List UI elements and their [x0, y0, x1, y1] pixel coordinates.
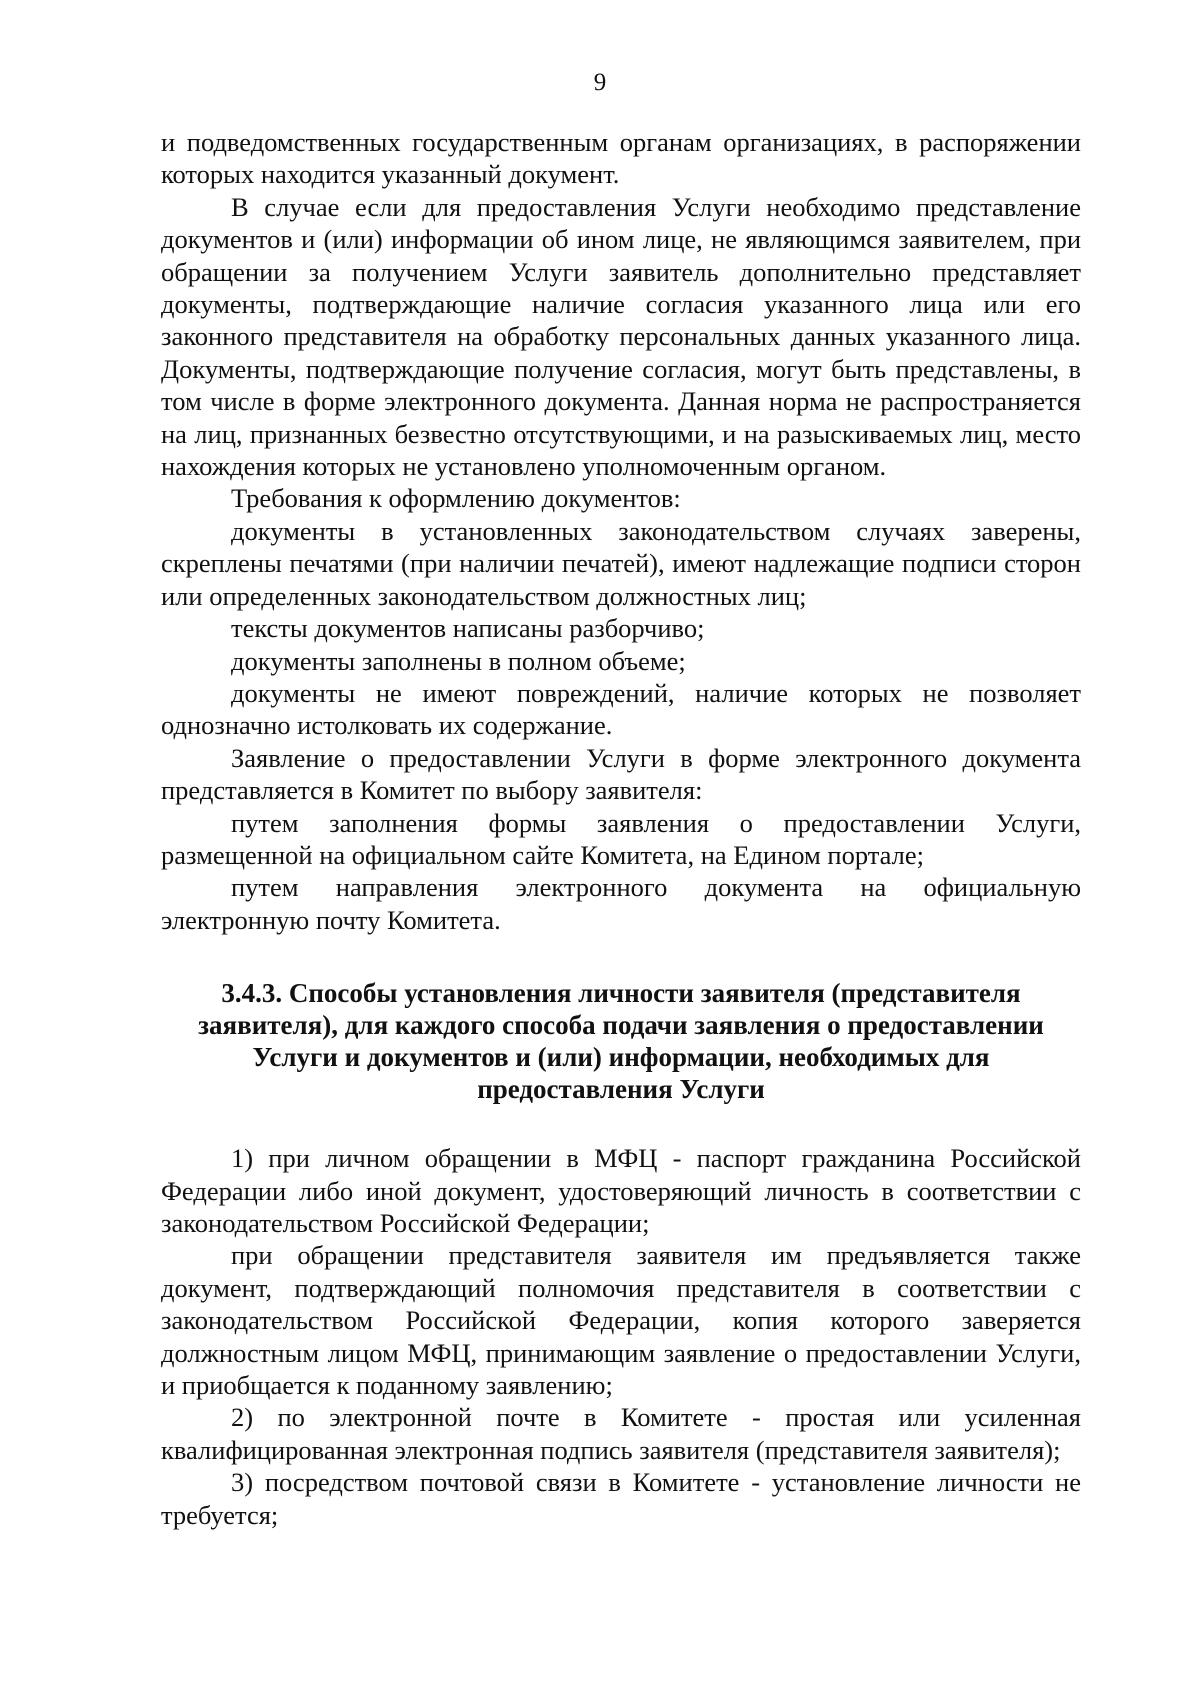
section-heading [161, 977, 1081, 1105]
paragraph: Заявление о предоставлении Услуги в форме электронного документа представляется в Комитет по выбору заявителя: [161, 742, 1081, 806]
page-number: 9 [593, 69, 607, 96]
paragraph: Требования к оформлению документов: [231, 483, 681, 514]
paragraph: документы не имеют повреждений, наличие которых не позволяет однозначно истолковать их содержание. [161, 677, 1081, 741]
paragraph: 1) при личном обращении в МФЦ - паспорт гражданина Российской Федерации либо иной документ, удостоверяющий личность в соответствии с законодательством Российской Федерации; [161, 1143, 1081, 1238]
section-heading-line: предоставления Услуги [477, 1074, 765, 1105]
paragraph: и подведомственных государственным органам организациях, в распоряжении которых находится указанный документ. [161, 127, 1081, 190]
paragraph: документы заполнены в полном объеме; [231, 645, 686, 676]
paragraph: документы в установленных законодательством случаях заверены, скреплены печатями (при наличии печатей), имеют надлежащие подписи сторон или определенных законодательством должностных лиц; [161, 515, 1081, 611]
paragraph: тексты документов написаны разборчиво; [231, 613, 705, 644]
paragraph: 2) по электронной почте в Комитете - простая или усиленная квалифицированная электронная подпись заявителя (представителя заявителя); [161, 1402, 1081, 1465]
section-heading-line: заявителя), для каждого способа подачи заявления о предоставлении [198, 1010, 1044, 1041]
paragraph: 3) посредством почтовой связи в Комитете - установление личности не требуется; [161, 1467, 1081, 1530]
paragraph: при обращении представителя заявителя им предъявляется также документ, подтверждающий полномочия представителя в соответствии с законодательством Российской Федерации, копия которого заверяется должностным лицом МФЦ, принимающим заявление о предоставлении Услуги, и приобщается к поданному заявлению; [161, 1240, 1081, 1400]
paragraph: путем направления электронного документа на официальную электронную почту Комитета. [161, 872, 1081, 935]
document-body [161, 126, 1081, 1531]
paragraph: путем заполнения формы заявления о предоставлении Услуги, размещенной на официальном сайте Комитета, на Едином портале; [161, 807, 1081, 870]
paragraph: В случае если для предоставления Услуги необходимо представление документов и (или) информации об ином лице, не являющимся заявителем, при обращении за получением Услуги заявитель дополнительно представляет документы, подтверждающие наличие согласия указанного лица или его законного представителя на обработку персональных данных указанного лица. Документы, подтверждающие получение согласия, могут быть представлены, в том числе в форме электронного документа. Данная норма не распространяется на лиц, признанных безвестно отсутствующими, и на разыскиваемых лиц, место нахождения которых не установлено уполномоченным органом. [161, 191, 1081, 482]
section-heading-line: Услуги и документов и (или) информации, необходимых для [252, 1042, 990, 1073]
section-heading-line: 3.4.3. Способы установления личности заявителя (представителя [221, 978, 1021, 1009]
